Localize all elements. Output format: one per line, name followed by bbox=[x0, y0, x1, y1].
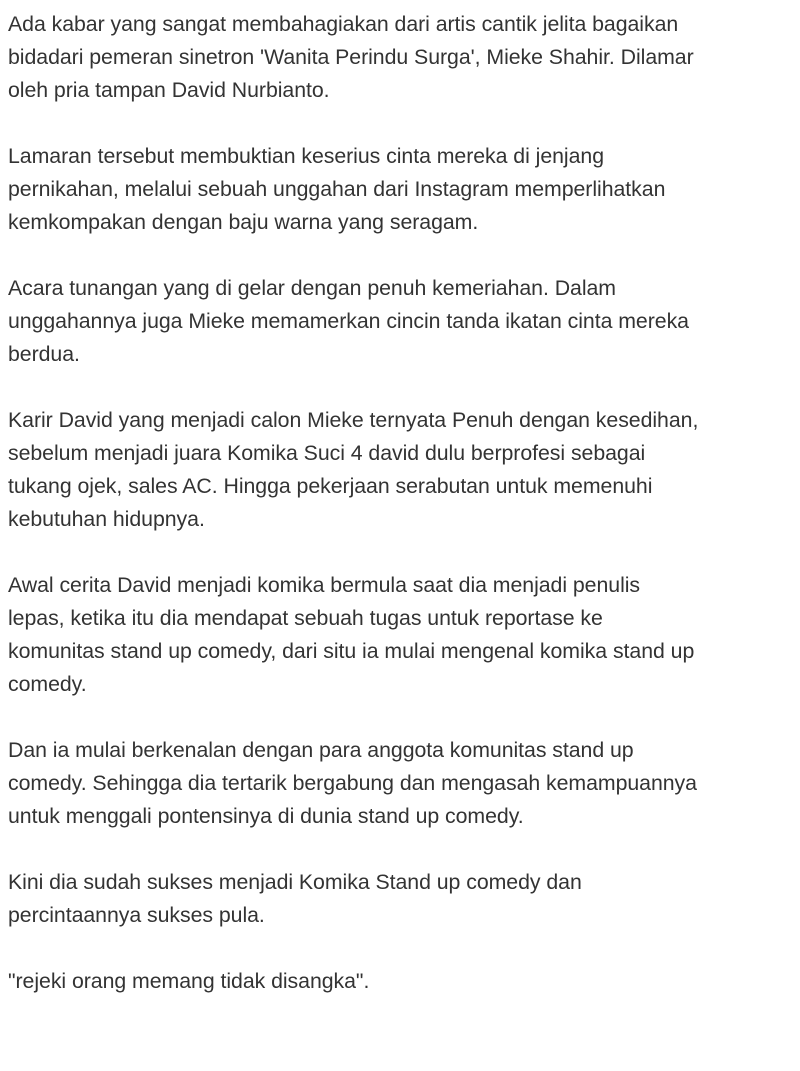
paragraph-2: Lamaran tersebut membuktian keserius cinta mereka di jenjang pernikahan, melalui sebuah unggahan dari Instagram memperlihatkan kemkompakan dengan baju warna yang seragam. bbox=[8, 144, 666, 234]
paragraph-3: Acara tunangan yang di gelar dengan penuh kemeriahan. Dalam unggahannya juga Mieke memamerkan cincin tanda ikatan cinta mereka berdua. bbox=[8, 276, 689, 366]
paragraph-7: Kini dia sudah sukses menjadi Komika Stand up comedy dan percintaannya sukses pula. bbox=[8, 870, 582, 927]
paragraph-8: "rejeki orang memang tidak disangka". bbox=[8, 969, 370, 993]
paragraph-4: Karir David yang menjadi calon Mieke ternyata Penuh dengan kesedihan, sebelum menjadi juara Komika Suci 4 david dulu berprofesi sebagai tukang ojek, sales AC. Hingga pekerjaan serabutan untuk memenuhi kebutuhan hidupnya. bbox=[8, 408, 699, 531]
paragraph-6: Dan ia mulai berkenalan dengan para anggota komunitas stand up comedy. Sehingga dia tertarik bergabung dan mengasah kemampuannya untuk menggali pontensinya di dunia stand up comedy. bbox=[8, 738, 697, 828]
paragraph-5: Awal cerita David menjadi komika bermula saat dia menjadi penulis lepas, ketika itu dia mendapat sebuah tugas untuk reportase ke komunitas stand up comedy, dari situ ia mulai mengenal komika stand up comedy. bbox=[8, 573, 695, 696]
article-body bbox=[8, 8, 794, 1031]
paragraph-1: Ada kabar yang sangat membahagiakan dari artis cantik jelita bagaikan bidadari pemeran sinetron 'Wanita Perindu Surga', Mieke Shahir. Dilamar oleh pria tampan David Nurbianto. bbox=[8, 12, 694, 102]
